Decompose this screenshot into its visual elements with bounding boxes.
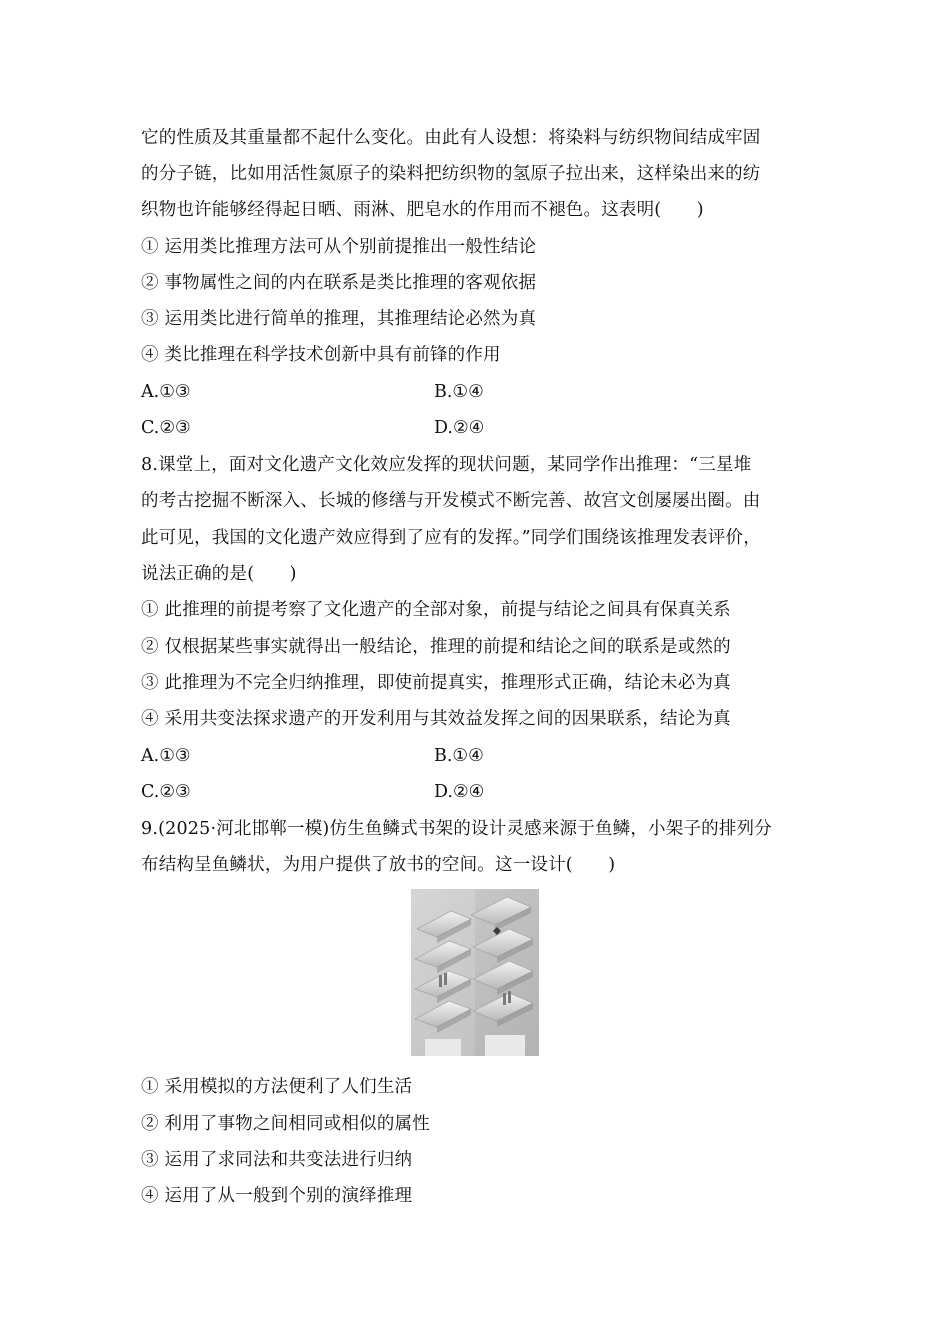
q9-stem-line-2: 布结构呈鱼鳞状，为用户提供了放书的空间。这一设计( ): [141, 855, 616, 875]
q9-item-2: ② 利用了事物之间相同或相似的属性: [141, 1114, 430, 1134]
q8-stem-line-1: 8.课堂上，面对文化遗产文化效应发挥的现状问题，某同学作出推理：“三星堆: [141, 455, 752, 475]
q8-item-4: ④ 采用共变法探求遗产的开发利用与其效益发挥之间的因果联系，结论为真: [141, 709, 731, 729]
q8-stem-line-2: 的考古挖掘不断深入、长城的修缮与开发模式不断完善、故宫文创屡屡出圈。由: [141, 491, 761, 511]
q8-choice-a[interactable]: A.①③: [141, 746, 191, 766]
q9-stem-line-1: 9.(2025·河北邯郸一模)仿生鱼鳞式书架的设计灵感来源于鱼鳞，小架子的排列分: [141, 819, 772, 839]
q8-stem-line-4: 说法正确的是( ): [141, 564, 297, 584]
q8-choice-d[interactable]: D.②④: [434, 782, 485, 802]
q7-item-1: ① 运用类比推理方法可从个别前提推出一般性结论: [141, 237, 537, 257]
q8-item-2: ② 仅根据某些事实就得出一般结论，推理的前提和结论之间的联系是或然的: [141, 637, 731, 657]
q9-item-3: ③ 运用了求同法和共变法进行归纳: [141, 1150, 413, 1170]
q7-item-3: ③ 运用类比进行简单的推理，其推理结论必然为真: [141, 309, 537, 329]
q7-choice-d[interactable]: D.②④: [434, 418, 485, 438]
q7-item-4: ④ 类比推理在科学技术创新中具有前锋的作用: [141, 345, 501, 365]
fish-scale-bookshelf-photo: [411, 889, 539, 1056]
q8-stem-line-3: 此可见，我国的文化遗产效应得到了应有的发挥。”同学们围绕该推理发表评价，: [141, 528, 761, 548]
q7-choice-a[interactable]: A.①③: [141, 382, 191, 402]
q7-stem-line-1: 它的性质及其重量都不起什么变化。由此有人设想：将染料与纺织物间结成牢固: [141, 128, 761, 148]
q7-item-2: ② 事物属性之间的内在联系是类比推理的客观依据: [141, 273, 537, 293]
q8-choice-b[interactable]: B.①④: [434, 746, 484, 766]
q8-item-1: ① 此推理的前提考察了文化遗产的全部对象，前提与结论之间具有保真关系: [141, 600, 731, 620]
q7-stem-line-3: 织物也许能够经得起日晒、雨淋、肥皂水的作用而不褪色。这表明( ): [141, 200, 704, 220]
q7-choice-c[interactable]: C.②③: [141, 418, 191, 438]
q9-item-4: ④ 运用了从一般到个别的演绎推理: [141, 1186, 413, 1206]
q7-stem-line-2: 的分子链，比如用活性氮原子的染料把纺织物的氢原子拉出来，这样染出来的纺: [141, 164, 761, 184]
q7-choice-b[interactable]: B.①④: [434, 382, 484, 402]
bookshelf-illustration: [411, 889, 539, 1056]
q8-choice-c[interactable]: C.②③: [141, 782, 191, 802]
q8-item-3: ③ 此推理为不完全归纳推理，即使前提真实，推理形式正确，结论未必为真: [141, 673, 731, 693]
q9-item-1: ① 采用模拟的方法便利了人们生活: [141, 1077, 413, 1097]
